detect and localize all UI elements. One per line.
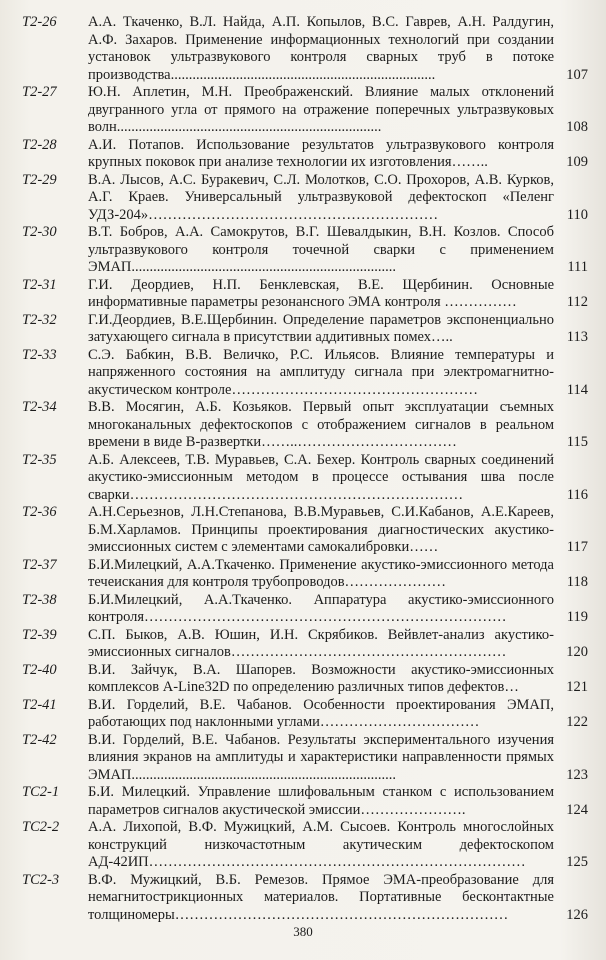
entry-code: Т2-28 [22, 136, 57, 153]
entry-body [88, 872, 588, 925]
entry-code: Т2-26 [22, 14, 57, 30]
entry-code: Т2-32 [22, 311, 57, 328]
entry-code: Т2-33 [22, 346, 57, 363]
toc-entry [22, 347, 588, 400]
entry-code: Т2-31 [22, 276, 57, 293]
entry-title: В.И. Зайчук, В.А. Шапорев. Возможности акустико-эмиссионных комплексов A-Line32D по определению различных типов дефектов… [88, 661, 554, 695]
entry-code: Т2-38 [22, 591, 57, 608]
entry-title: А.И. Потапов. Использование результатов ультразвукового контроля крупных поковок при анализе технологии их изготовления…….. [88, 136, 554, 170]
entry-page-number: 122 [566, 714, 588, 730]
entry-title: Б.И. Милецкий. Управление шлифовальным станком с использованием параметров сигналов акустической эмиссии…………………. [88, 784, 554, 818]
entry-code: Т2-35 [22, 451, 57, 468]
toc-entry [22, 452, 588, 505]
entry-body [88, 347, 588, 400]
entry-page-number: 124 [566, 801, 588, 818]
toc-entry [22, 557, 588, 592]
entry-title: В.И. Горделий, В.Е. Чабанов. Особенности проектирования ЭМАП, работающих под наклонными углами…………………………… [88, 696, 554, 730]
entry-page-number: 115 [566, 434, 588, 450]
toc-entry [22, 784, 588, 819]
entry-title: А.А. Лихопой, В.Ф. Мужицкий, А.М. Сысоев. Контроль многослойных конструкций низкочастотным акутическим дефектоскопом АД-42ИП…………………………………………………………………… [88, 819, 554, 870]
entry-body [88, 452, 588, 505]
entry-title: С.Э. Бабкин, В.В. Величко, Р.С. Ильясов. Влияние температуры и напряженного состояния на амплитуду сигнала при электромагнитно-акустическом контроле…………………………………………… [88, 346, 554, 398]
toc-entry [22, 504, 588, 557]
toc-entry [22, 697, 588, 732]
entry-code: ТС2-3 [22, 871, 60, 888]
entry-code: ТС2-1 [22, 784, 60, 800]
toc-entry [22, 819, 588, 872]
entry-body [88, 627, 588, 662]
entry-body [88, 592, 588, 627]
entry-body [88, 399, 588, 452]
entry-title: В.Т. Бобров, А.А. Самокрутов, В.Г. Шевалдыкин, В.Н. Козлов. Способ ультразвукового контроля точечной сварки с применением ЭМАП......................................................................... [88, 224, 554, 275]
entry-body [88, 697, 588, 732]
toc-entry [22, 732, 588, 785]
entry-page-number: 116 [566, 486, 588, 503]
entry-code: Т2-39 [22, 626, 57, 643]
table-of-contents [22, 14, 588, 924]
entry-title: А.Б. Алексеев, Т.В. Муравьев, С.А. Бехер. Контроль сварных соединений акустико-эмиссионным методом в процессе остывания шва после сварки…………………………………………………………… [88, 451, 554, 503]
entry-code: ТС2-2 [22, 819, 60, 835]
toc-entry [22, 312, 588, 347]
entry-page-number: 121 [566, 679, 588, 695]
entry-body [88, 732, 588, 785]
entry-title: В.И. Горделий, В.Е. Чабанов. Результаты экспериментального изучения влияния экранов на амплитуды и характеристики направленности прямых ЭМАП......................................................................... [88, 731, 554, 783]
entry-code: Т2-37 [22, 556, 57, 573]
entry-title: В.В. Мосягин, А.Б. Козьяков. Первый опыт эксплуатации съемных многоканальных дефектоскопов с отображением сигналов в реальном времени в виде В-развертки……..…………………………… [88, 399, 554, 450]
entry-title: В.Ф. Мужицкий, В.Б. Ремезов. Прямое ЭМА-преобразование для немагнитострикционных материалов. Портативные бесконтактные толщиномеры…………………………………………………………… [88, 871, 554, 923]
entry-title: Г.И. Деордиев, Н.П. Бенклевская, В.Е. Щербинин. Основные информативные параметры резонансного ЭМА контроля …………… [88, 276, 554, 310]
entry-code: Т2-41 [22, 696, 57, 713]
entry-title: Ю.Н. Аплетин, М.Н. Преображенский. Влияние малых отклонений двугранного угла от прямого на отражение поперечных ультразвуковых волн......................................................................... [88, 84, 554, 135]
entry-body [88, 504, 588, 557]
entry-page-number: 109 [566, 154, 588, 170]
entry-code: Т2-34 [22, 399, 57, 415]
entry-code: Т2-27 [22, 84, 57, 100]
entry-page-number: 110 [566, 206, 588, 223]
entry-title: Б.И.Милецкий, А.А.Ткаченко. Применение акустико-эмиссионного метода течеискания для контроля трубопроводов………………… [88, 556, 554, 590]
toc-entry [22, 137, 588, 172]
entry-page-number: 108 [566, 119, 588, 135]
toc-entry [22, 592, 588, 627]
entry-title: А.Н.Серьезнов, Л.Н.Степанова, В.В.Муравьев, С.И.Кабанов, А.Е.Кареев, Б.М.Харламов. Принципы проектирования диагностических акустико-эмиссионных систем с элементами самокалибровки…… [88, 504, 554, 555]
entry-title: Б.И.Милецкий, А.А.Ткаченко. Аппаратура акустико-эмиссионного контроля………………………………………………………………… [88, 591, 554, 625]
entry-code: Т2-40 [22, 661, 57, 678]
entry-body [88, 84, 588, 137]
entry-code: Т2-36 [22, 504, 57, 520]
page-number: 380 [293, 924, 313, 939]
entry-title: А.А. Ткаченко, В.Л. Найда, А.П. Копылов, В.С. Гаврев, А.Н. Ралдугин, А.Ф. Захаров. Применение информационных технологий при создании установок ультразвукового контроля сварных труб в потоке производства......................................................................... [88, 14, 554, 83]
entry-body [88, 172, 588, 225]
entry-page-number: 126 [566, 906, 588, 923]
entry-body [88, 14, 588, 84]
toc-entry [22, 14, 588, 84]
entry-body [88, 819, 588, 872]
entry-body [88, 557, 588, 592]
entry-page-number: 118 [566, 574, 588, 590]
entry-code: Т2-42 [22, 731, 57, 748]
entry-page-number: 111 [567, 259, 588, 275]
toc-entry [22, 172, 588, 225]
entry-page-number: 107 [566, 66, 588, 83]
entry-body [88, 784, 588, 819]
entry-page-number: 114 [566, 381, 588, 398]
entry-page-number: 112 [566, 294, 588, 310]
toc-entry [22, 277, 588, 312]
entry-body [88, 312, 588, 347]
entry-page-number: 113 [566, 329, 588, 345]
toc-entry [22, 224, 588, 277]
entry-page-number: 123 [566, 766, 588, 783]
entry-title: В.А. Лысов, А.С. Буракевич, С.Л. Молотков, С.О. Прохоров, А.В. Курков, А.Г. Краев. Универсальный ультразвуковой дефектоскоп «Пеленг УДЗ-204»…………………………………………………… [88, 171, 554, 223]
entry-body [88, 224, 588, 277]
entry-page-number: 120 [566, 644, 588, 660]
entry-body [88, 137, 588, 172]
toc-entry [22, 84, 588, 137]
entry-page-number: 117 [566, 539, 588, 555]
entry-code: Т2-30 [22, 224, 57, 240]
entry-body [88, 277, 588, 312]
entry-title: С.П. Быков, А.В. Юшин, И.Н. Скрябиков. Вейвлет-анализ акустико-эмиссионных сигналов………………………………………………… [88, 626, 554, 660]
entry-body [88, 662, 588, 697]
toc-entry [22, 399, 588, 452]
entry-code: Т2-29 [22, 171, 57, 188]
entry-page-number: 119 [566, 609, 588, 625]
toc-entry [22, 662, 588, 697]
toc-entry [22, 872, 588, 925]
toc-entry [22, 627, 588, 662]
entry-page-number: 125 [566, 854, 588, 870]
entry-title: Г.И.Деордиев, В.Е.Щербинин. Определение параметров экспоненциально затухающего сигнала в присутствии аддитивных помех….. [88, 311, 554, 345]
